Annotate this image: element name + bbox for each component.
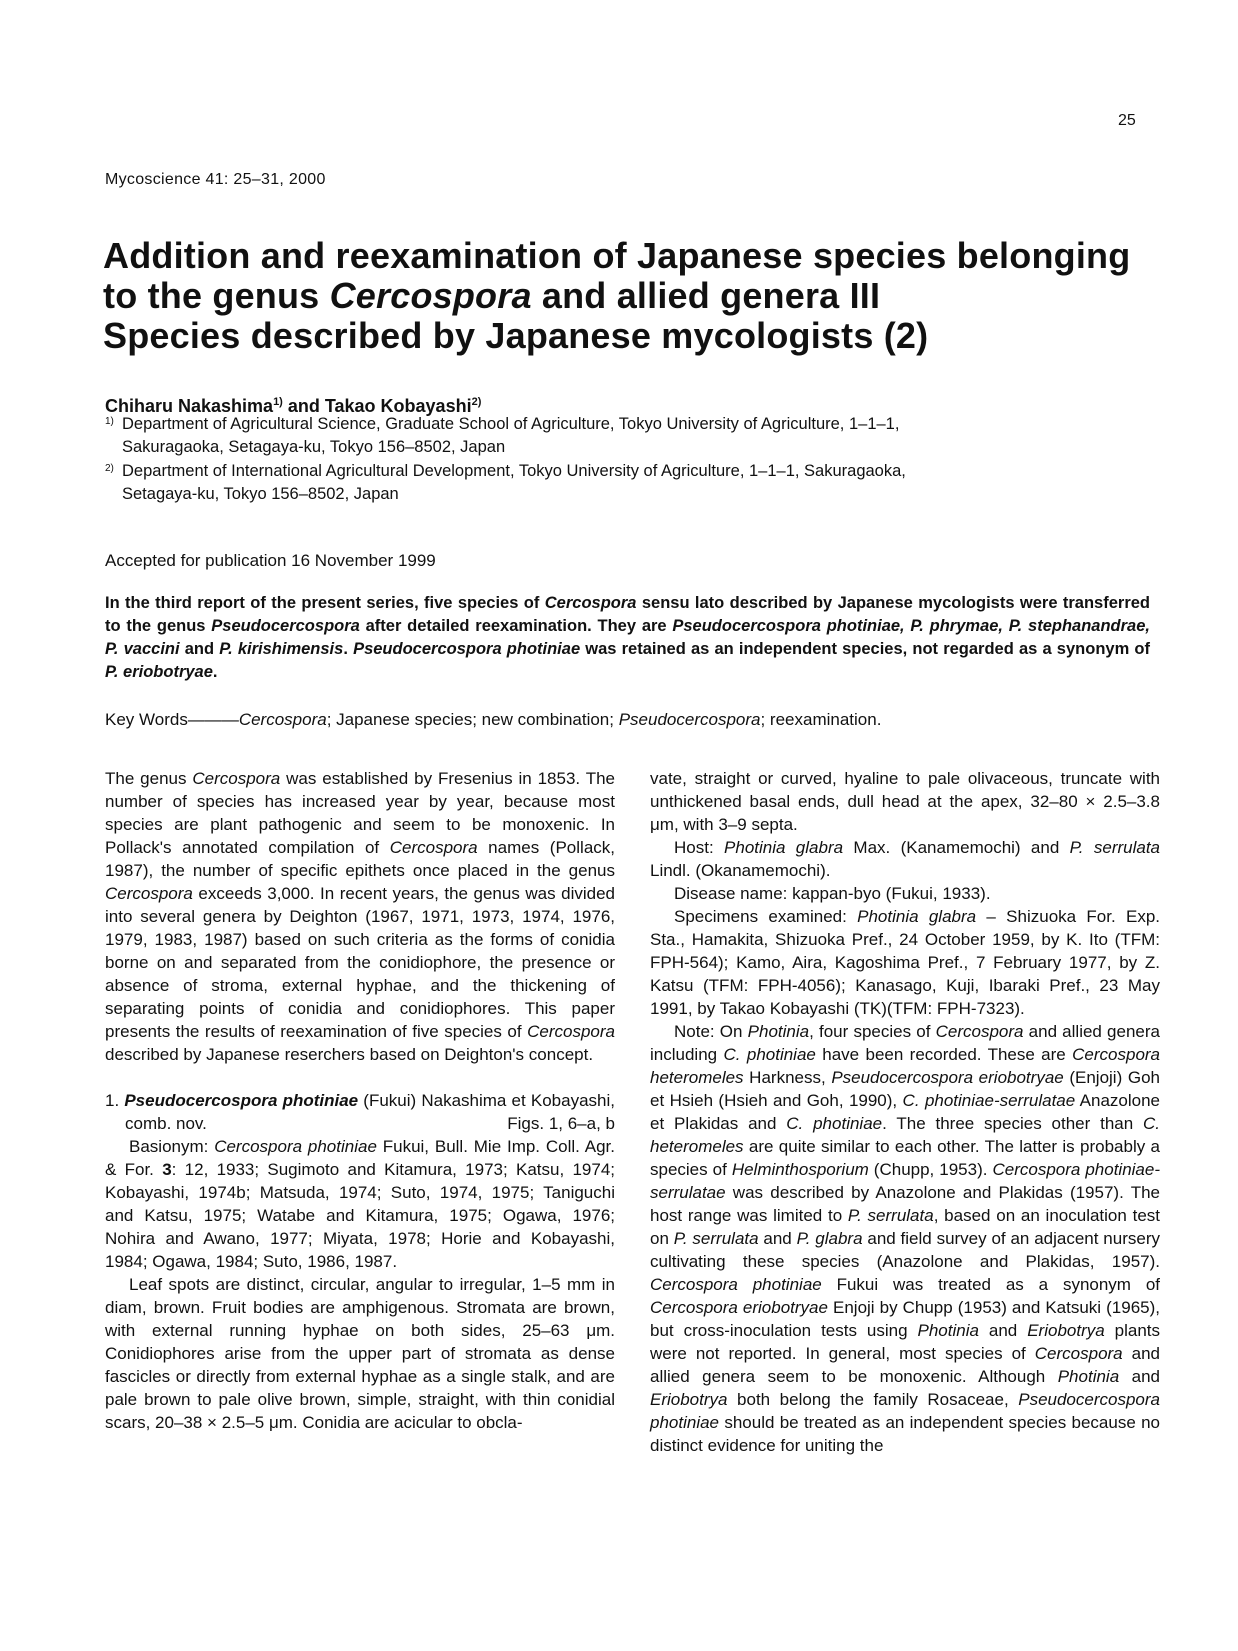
- abstract-text: and: [179, 640, 220, 658]
- taxon: P. serrulata: [847, 1206, 934, 1225]
- taxon: C. photiniae-serrulatae: [902, 1091, 1076, 1110]
- disease-paragraph: Disease name: kappan-byo (Fukui, 1933).: [674, 884, 991, 903]
- species-number: 1.: [105, 1091, 125, 1110]
- title-line-2: [103, 276, 1203, 316]
- taxon: Eriobotrya: [1027, 1321, 1105, 1340]
- key-words: [105, 710, 881, 730]
- taxon: Cercospora: [935, 1022, 1024, 1041]
- author-affiliation-mark: 1): [273, 396, 283, 408]
- keyword: Cercospora: [238, 710, 327, 729]
- taxon: C. photiniae: [786, 1114, 883, 1133]
- affiliation-line: Setagaya-ku, Tokyo 156–8502, Japan: [122, 485, 399, 503]
- taxon: Photinia: [1057, 1367, 1120, 1386]
- body-text: and allied genera seem to be monoxenic. Although: [650, 1344, 1161, 1386]
- taxon: C. heteromeles: [650, 1114, 1161, 1156]
- affiliation-line: Department of Agricultural Science, Graduate School of Agriculture, Tokyo University of Agriculture, 1–1–1,: [122, 415, 900, 433]
- taxon: Cercospora photiniae: [214, 1137, 377, 1156]
- abstract-text: after detailed reexamination. They are: [359, 617, 673, 635]
- note-paragraph: [650, 1020, 1160, 1457]
- title-text: to the genus: [103, 275, 330, 316]
- body-text: Fukui, Bull. Mie Imp. Coll. Agr. & For.: [105, 1137, 615, 1179]
- abstract-taxon: Pseudocercospora: [211, 617, 360, 635]
- description-continuation: vate, straight or curved, hyaline to pale olivaceous, truncate with unthickened basal ends, dull head at the apex, 32–80 × 2.5–3.8 μm, with 3–9 septa.: [650, 769, 1160, 834]
- author-name: Chiharu Nakashima: [105, 396, 274, 416]
- taxon: Cercospora photiniae: [650, 1275, 822, 1294]
- key-words-label: Key Words: [105, 710, 188, 729]
- taxon: Eriobotrya: [650, 1390, 728, 1409]
- abstract-text: .: [343, 640, 354, 658]
- body-text: Basionym:: [129, 1137, 215, 1156]
- abstract-text: was retained as an independent species, not regarded as a synonym of: [580, 640, 1150, 658]
- keyword: Pseudocercospora: [618, 710, 761, 729]
- affiliation-line: Sakuragaoka, Setagaya-ku, Tokyo 156–8502, Japan: [122, 438, 506, 456]
- body-text: are quite similar to each other. The latter is probably a species of: [650, 1137, 1160, 1179]
- title-genus: Cercospora: [329, 275, 532, 316]
- body-text: was established by Fresenius in 1853. The number of species has increased year by year, because most species are plant pathogenic and seem to be monoxenic. In Pollack's annotated compilation of: [105, 769, 615, 857]
- body-text: (Chupp, 1953).: [868, 1160, 993, 1179]
- body-text: was described by Anazolone and Plakidas (1957). The host range was limited to: [650, 1183, 1160, 1225]
- affiliation-1: [105, 413, 1135, 459]
- body-text: and allied genera including: [650, 1022, 1160, 1064]
- left-column: [105, 767, 615, 1434]
- taxon: Cercospora photiniae-serrulatae: [650, 1160, 1160, 1202]
- abstract-taxon: Cercospora: [544, 594, 637, 612]
- author-affiliation-mark: 2): [471, 396, 482, 408]
- taxon: P. serrulata: [673, 1229, 759, 1248]
- abstract-text: In the third report of the present series, five species of: [105, 594, 545, 612]
- keyword-text: ; reexamination.: [760, 710, 882, 729]
- body-text: – Shizuoka For. Exp. Sta., Hamakita, Shizuoka Pref., 24 October 1959, by K. Ito (TFM: FPH-564); Kamo, Aira, Kagoshima Pref., 7 February 1977, by Z. Katsu (TFM: FPH-4056); Kanasago, Kuji, Ibaraki Pref., 23 May 1991, by Takao Kobayashi (TK)(TFM: FPH-7323).: [650, 907, 1160, 1018]
- body-text: Enjoji by Chupp (1953) and Katsuki (1965), but cross-inoculation tests using: [650, 1298, 1160, 1340]
- body-text: names (Pollack, 1987), the number of specific epithets once placed in the genus: [105, 838, 615, 880]
- right-column: [650, 767, 1160, 1457]
- body-text: and: [758, 1229, 797, 1248]
- taxon: Cercospora: [389, 838, 478, 857]
- abstract-taxon: P. kirishimensis: [219, 640, 344, 658]
- keyword-text: ; Japanese species; new combination;: [326, 710, 619, 729]
- body-text: : 12, 1933; Sugimoto and Kitamura, 1973; Katsu, 1974; Kobayashi, 1974b; Matsuda, 1974; Suto, 1974, 1975; Taniguchi and Katsu, 1975; Watabe and Kitamura, 1975; Ogawa, 1976; Nohira and Awano, 1977; Miyata, 1978; Horie and Kobayashi, 1984; Ogawa, 1984; Suto, 1986, 1987.: [105, 1160, 615, 1271]
- taxon: P. serrulata: [1069, 838, 1161, 857]
- body-text: described by Japanese reserchers based on Deighton's concept.: [105, 1045, 594, 1064]
- body-text: exceeds 3,000. In recent years, the genus was divided into several genera by Deighton (1967, 1971, 1973, 1974, 1976, 1979, 1983, 1987) based on such criteria as the forms of conidia borne on and separated from the conidiophore, the presence or absence of stroma, external hyphae, and the thickening of separating points of conidia and conidiophores. This paper presents the results of reexamination of five species of: [105, 884, 615, 1041]
- body-text: and: [1119, 1367, 1160, 1386]
- taxon: Cercospora: [1034, 1344, 1123, 1363]
- abstract-taxon: Pseudocercospora photiniae, P. phrymae, P. stephanandrae, P. vaccini: [105, 617, 1150, 658]
- basionym-paragraph: [105, 1135, 615, 1273]
- body-text: Anazolone et Plakidas and: [650, 1091, 1160, 1133]
- figure-reference: Figs. 1, 6–a, b: [507, 1114, 615, 1133]
- body-text: . The three species other than: [882, 1114, 1144, 1133]
- host-paragraph: [650, 836, 1160, 882]
- abstract-taxon: P. eriobotryae: [105, 663, 213, 681]
- key-words-dash: ———: [187, 710, 239, 729]
- body-text: both belong the family Rosaceae,: [727, 1390, 1019, 1409]
- taxon: P. glabra: [796, 1229, 863, 1248]
- body-text: have been recorded. These are: [815, 1045, 1073, 1064]
- body-text: Host:: [674, 838, 725, 857]
- title-line-3: Species described by Japanese mycologists (2): [103, 315, 929, 356]
- taxon: Photinia: [747, 1022, 810, 1041]
- body-text: Fukui was treated as a synonym of: [821, 1275, 1160, 1294]
- body-text: Harkness,: [743, 1068, 832, 1087]
- body-text: Lindl. (Okanamemochi).: [650, 861, 831, 880]
- journal-citation: Mycoscience 41: 25–31, 2000: [105, 171, 326, 188]
- taxon: Cercospora: [105, 884, 193, 903]
- taxon: Pseudocercospora photiniae: [650, 1390, 1160, 1432]
- affiliation-line: Department of International Agricultural Development, Tokyo University of Agriculture, 1–1–1, Sakuragaoka,: [122, 462, 906, 480]
- body-text: Max. (Kanamemochi) and: [843, 838, 1070, 857]
- taxon: Photinia glabra: [857, 907, 977, 926]
- page-number: 25: [1118, 112, 1136, 129]
- body-text: , four species of: [809, 1022, 936, 1041]
- taxon: Helminthosporium: [731, 1160, 869, 1179]
- specimens-paragraph: [650, 905, 1160, 1020]
- paper-title: [103, 236, 1203, 356]
- body-text: , based on an inoculation test on: [650, 1206, 1160, 1248]
- volume-number: 3: [162, 1160, 172, 1179]
- taxon: Cercospora: [192, 769, 281, 788]
- accepted-date: Accepted for publication 16 November 1999: [105, 551, 436, 570]
- abstract-text: sensu lato described by Japanese mycologists were transferred to the genus: [105, 594, 1150, 635]
- species-heading: [105, 1089, 615, 1135]
- affiliation-mark: 1): [105, 416, 114, 427]
- taxon: Cercospora heteromeles: [650, 1045, 1161, 1087]
- taxon: Cercospora eriobotryae: [650, 1298, 828, 1317]
- taxon: Pseudocercospora eriobotryae: [831, 1068, 1064, 1087]
- abstract-text: .: [212, 663, 218, 681]
- body-text: Specimens examined:: [674, 907, 858, 926]
- body-text: (Enjoji) Goh et Hsieh (Hsieh and Goh, 1990),: [650, 1068, 1160, 1110]
- species-authority: (Fukui) Nakashima et Kobayashi, comb. nov.: [125, 1091, 615, 1133]
- body-text: plants were not reported. In general, most species of: [650, 1321, 1161, 1363]
- title-text: and allied genera III: [531, 275, 881, 316]
- affiliation-mark: 2): [105, 463, 114, 474]
- species-name: Pseudocercospora photiniae: [124, 1091, 359, 1110]
- taxon: Photinia: [917, 1321, 979, 1340]
- body-text: and: [978, 1321, 1028, 1340]
- body-text: and field survey of an adjacent nursery cultivating these species (Anazolone and Plakidas, 1957).: [650, 1229, 1160, 1271]
- description-paragraph: Leaf spots are distinct, circular, angular to irregular, 1–5 mm in diam, brown. Fruit bodies are amphigenous. Stromata are brown, with external running hyphae on both sides, 25–63 μm. Conidiophores arise from the upper part of stromata as dense fascicles or directly from external hyphae as a single stalk, and are pale brown to pale olive brown, simple, straight, with thin conidial scars, 20–38 × 2.5–5 μm. Conidia are acicular to obcla-: [105, 1275, 615, 1432]
- abstract-taxon: Pseudocercospora photiniae: [353, 640, 581, 658]
- taxon: Cercospora: [527, 1022, 615, 1041]
- abstract: [105, 592, 1150, 684]
- author-conjunction: and: [282, 396, 325, 416]
- taxon: C. photiniae: [723, 1045, 816, 1064]
- body-text: should be treated as an independent species because no distinct evidence for uniting the: [650, 1413, 1160, 1455]
- author-name: Takao Kobayashi: [324, 396, 472, 416]
- body-text: The genus: [105, 769, 193, 788]
- affiliation-2: [105, 460, 1135, 506]
- body-text: Note: On: [674, 1022, 748, 1041]
- title-line-1: Addition and reexamination of Japanese species belonging: [103, 235, 1131, 276]
- taxon: Photinia glabra: [724, 838, 844, 857]
- intro-paragraph: [105, 767, 615, 1066]
